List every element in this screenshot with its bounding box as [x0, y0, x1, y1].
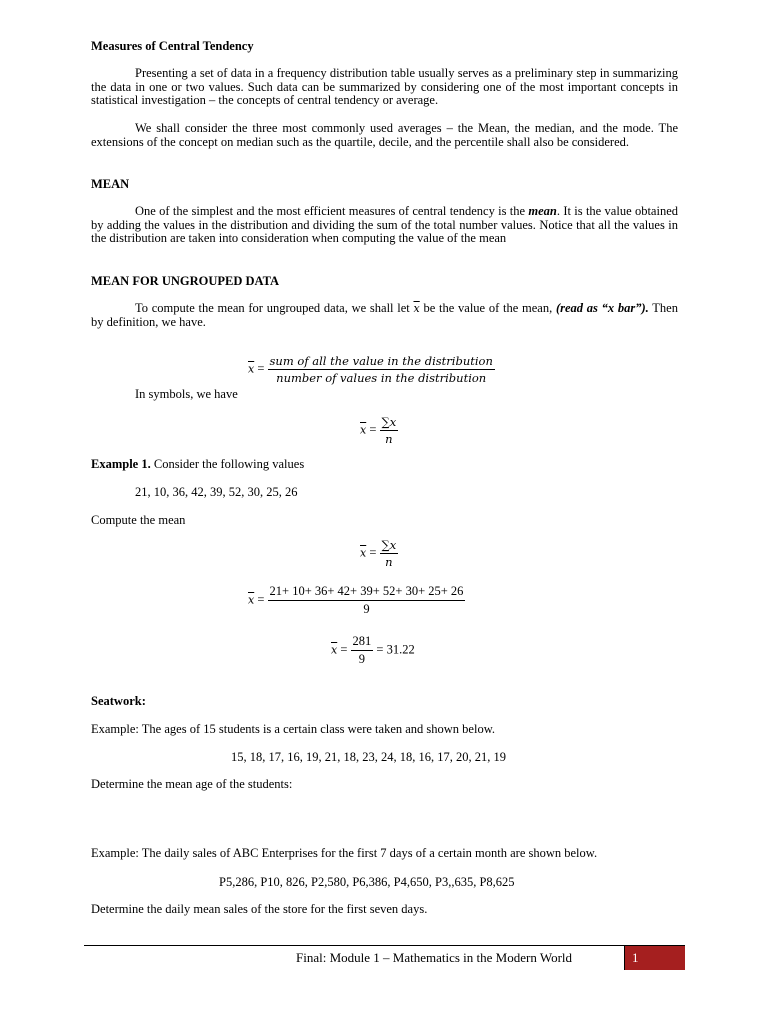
- step-3-numerator: 281: [352, 634, 372, 648]
- intro-paragraph-1-text: Presenting a set of data in a frequency distribution table usually serves as a preliminary step in summarizing the data in one or two values. Such data can be summarized by considering one of the most important concepts in statistical investigation – the concepts of central tendency or average.: [91, 66, 678, 108]
- step-3-xbar: $\overline{x}$: [331, 643, 338, 657]
- mean-paragraph-text-a: One of the simplest and the most efficient measures of central tendency is the: [135, 204, 529, 218]
- seatwork-heading: Seatwork:: [91, 694, 146, 708]
- symbolic-equation: [360, 415, 398, 446]
- example-1-values: 21, 10, 36, 42, 39, 52, 30, 25, 26: [135, 485, 298, 499]
- mean-paragraph: [91, 205, 678, 246]
- ungrouped-text-b: be the value of the mean,: [419, 301, 556, 315]
- step-3-fraction: [351, 634, 374, 667]
- step-3-denominator: 9: [351, 650, 374, 667]
- mean-emphasis: mean: [528, 204, 557, 218]
- ungrouped-text-c: Then by definition, we have.: [91, 301, 678, 329]
- definition-equals: =: [257, 361, 265, 376]
- in-symbols-text: In symbols, we have: [135, 387, 238, 401]
- document-title: Measures of Central Tendency: [91, 39, 254, 53]
- mean-paragraph-text-b: . It is the value obtained by adding the values in the distribution and dividing the sum of the total number values. Notice that all the values in the distribution are taken into consideration when computing the value of the mean: [91, 204, 678, 246]
- definition-xbar: $\overline{x}$: [248, 362, 255, 376]
- step-2-equation: [248, 584, 465, 617]
- footer-title: Final: Module 1 – Mathematics in the Modern World: [296, 950, 573, 965]
- definition-fraction: [268, 354, 495, 385]
- symbolic-denominator: n: [380, 430, 399, 446]
- step-2-xbar: $\overline{x}$: [248, 593, 255, 607]
- symbolic-xbar: $\overline{x}$: [360, 423, 367, 437]
- ungrouped-text-a: To compute the mean for ungrouped data, we shall let: [135, 301, 414, 315]
- xbar-reading: (read as “x bar”).: [555, 301, 649, 315]
- example-1-text: Consider the following values: [150, 457, 305, 471]
- definition-denominator: number of values in the distribution: [268, 369, 495, 385]
- intro-paragraph-2: [91, 122, 678, 149]
- step-2-denominator: 9: [268, 600, 466, 617]
- example-1-line: [91, 457, 304, 472]
- mean-heading: MEAN: [91, 177, 130, 191]
- symbolic-equals: =: [369, 422, 377, 437]
- step-3-result: = 31.22: [376, 642, 415, 657]
- step-1-xbar: $\overline{x}$: [360, 546, 367, 560]
- symbolic-fraction: [380, 415, 399, 446]
- step-1-equals: =: [369, 545, 377, 560]
- intro-paragraph-2-text: We shall consider the three most commonly used averages – the Mean, the median, and the mode. The extensions of the concept on median such as the quartile, decile, and the percentile shall also be considered.: [91, 121, 678, 149]
- seatwork-1-question: Determine the mean age of the students:: [91, 777, 293, 791]
- step-1-numerator: ∑x: [381, 538, 397, 552]
- step-2-numerator: 21+ 10+ 36+ 42+ 39+ 52+ 30+ 25+ 26: [269, 584, 464, 598]
- seatwork-2-text: Example: The daily sales of ABC Enterprises for the first 7 days of a certain month are shown below.: [91, 846, 598, 860]
- ungrouped-heading: MEAN FOR UNGROUPED DATA: [91, 274, 280, 288]
- definition-numerator: sum of all the value in the distribution: [269, 354, 493, 368]
- step-3-equals: =: [340, 642, 348, 657]
- compute-mean-text: Compute the mean: [91, 513, 186, 527]
- seatwork-2-question: Determine the daily mean sales of the store for the first seven days.: [91, 902, 428, 916]
- step-1-fraction: [380, 538, 399, 569]
- page-number: 1: [632, 950, 639, 965]
- intro-paragraph-1: [91, 67, 678, 108]
- seatwork-1-text: Example: The ages of 15 students is a certain class were taken and shown below.: [91, 722, 496, 736]
- symbolic-numerator: ∑x: [381, 415, 397, 429]
- step-2-equals: =: [257, 592, 265, 607]
- xbar-symbol: $\overline{x}$: [413, 302, 420, 315]
- step-2-fraction: [268, 584, 466, 617]
- example-1-label: Example 1.: [91, 457, 151, 471]
- seatwork-2-values: P5,286, P10, 826, P2,580, P6,386, P4,650, P3,,635, P8,625: [219, 875, 515, 889]
- page-number-box: [625, 946, 685, 970]
- seatwork-1-values: 15, 18, 17, 16, 19, 21, 18, 23, 24, 18, 16, 17, 20, 21, 19: [231, 750, 506, 764]
- step-3-equation: [331, 634, 415, 667]
- ungrouped-paragraph: [91, 302, 678, 329]
- step-1-denominator: n: [380, 553, 399, 569]
- step-1-equation: [360, 538, 398, 569]
- footer-rule: [84, 945, 685, 946]
- definition-equation: [248, 354, 495, 385]
